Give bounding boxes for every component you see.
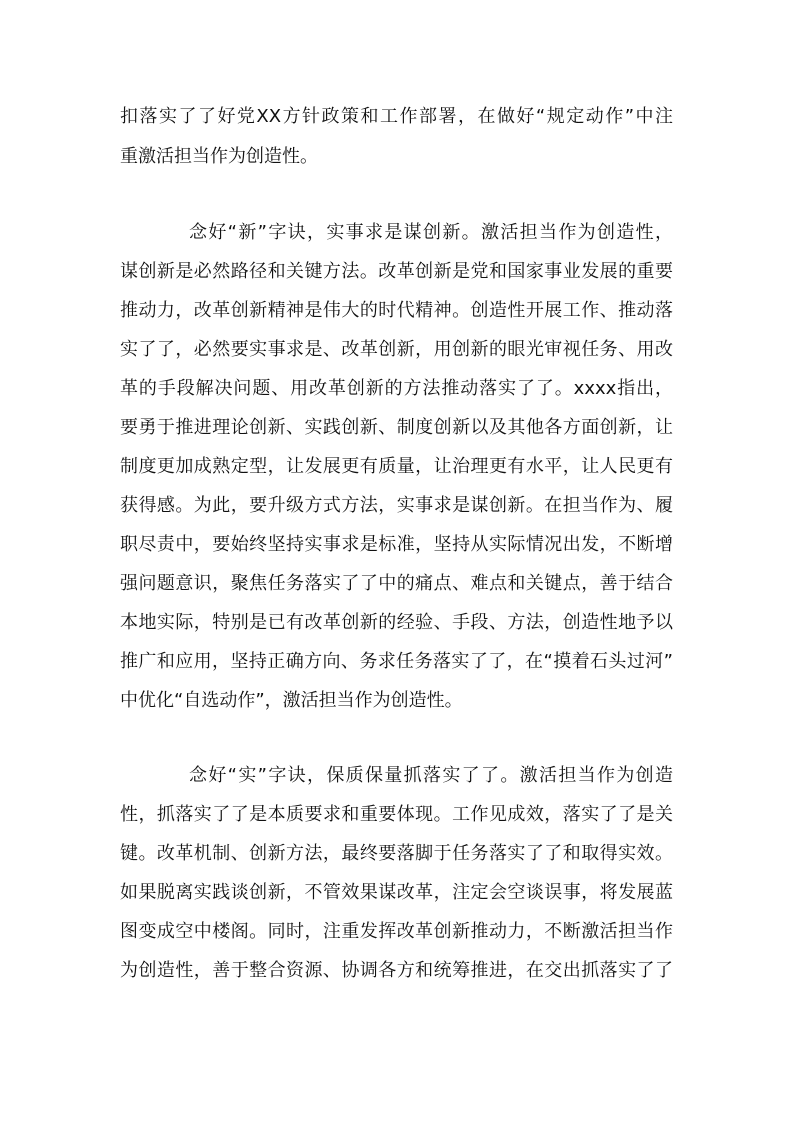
paragraph-first-line: 念好“实”字诀，保质保量抓落实了了。激活担当作为创造 <box>189 765 673 786</box>
text-line: 如果脱离实践谈创新，不管效果谋改革，注定会空谈误事，将发展蓝 <box>120 882 673 903</box>
text-line: 重激活担当作为创造性。 <box>120 146 318 167</box>
text-line: 扣落实了了好党XX方针政策和工作部署，在做好“规定动作”中注 <box>120 106 673 127</box>
text-line: 性，抓落实了了是本质要求和重要体现。工作见成效，落实了了是关 <box>120 804 673 825</box>
text-line: 要勇于推进理论创新、实践创新、制度创新以及其他各方面创新，让 <box>120 417 673 438</box>
text-line: 推动力，改革创新精神是伟大的时代精神。创造性开展工作、推动落 <box>120 300 673 321</box>
text-line: 职尽责中，要始终坚持实事求是标准，坚持从实际情况出发，不断增 <box>120 534 673 555</box>
text-line: 键。改革机制、创新方法，最终要落脚于任务落实了了和取得实效。 <box>120 843 673 864</box>
text-line: 推广和应用，坚持正确方向、务求任务落实了了，在“摸着石头过河” <box>120 651 673 672</box>
text-line: 革的手段解决问题、用改革创新的方法推动落实了了。xxxx指出， <box>120 378 673 399</box>
text-line: 获得感。为此，要升级方式方法，实事求是谋创新。在担当作为、履 <box>120 495 673 516</box>
text-line: 中优化“自选动作”，激活担当作为创造性。 <box>120 690 463 711</box>
text-line: 为创造性，善于整合资源、协调各方和统筹推进，在交出抓落实了了 <box>120 960 673 981</box>
text-line: 强问题意识，聚焦任务落实了了中的痛点、难点和关键点，善于结合 <box>120 573 673 594</box>
text-line: 制度更加成熟定型，让发展更有质量，让治理更有水平，让人民更有 <box>120 456 673 477</box>
text-line: 本地实际，特别是已有改革创新的经验、手段、方法，创造性地予以 <box>120 612 673 633</box>
text-line: 实了了，必然要实事求是、改革创新，用创新的眼光审视任务、用改 <box>120 339 673 360</box>
paragraph-first-line: 念好“新”字诀，实事求是谋创新。激活担当作为创造性， <box>189 222 673 243</box>
text-line: 谋创新是必然路径和关键方法。改革创新是党和国家事业发展的重要 <box>120 261 673 282</box>
text-line: 图变成空中楼阁。同时，注重发挥改革创新推动力，不断激活担当作 <box>120 921 673 942</box>
